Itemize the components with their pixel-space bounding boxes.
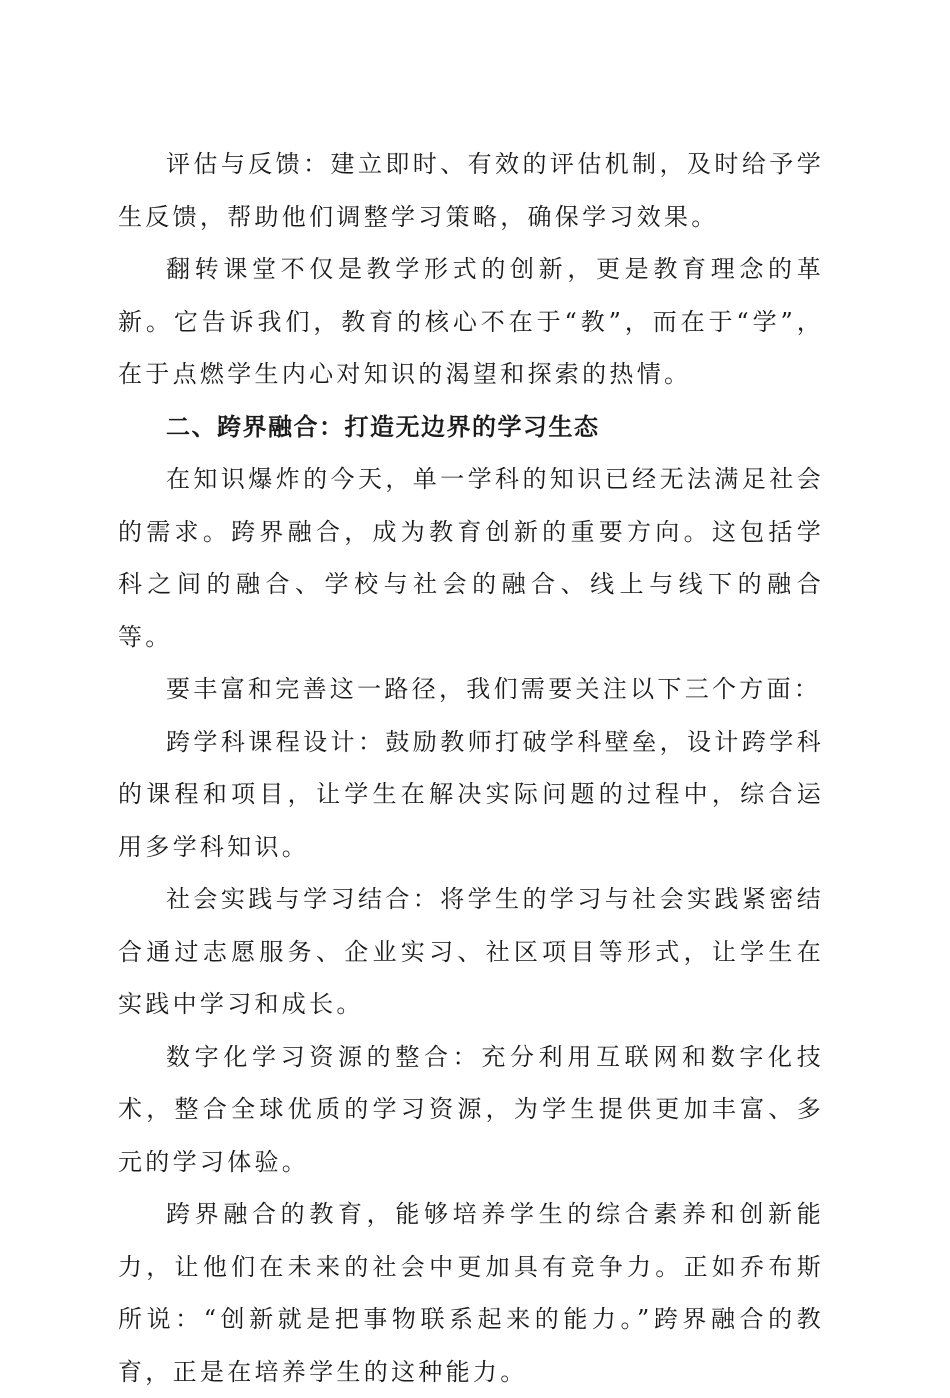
paragraph-flipped-classroom: 翻转课堂不仅是教学形式的创新，更是教育理念的革新。它告诉我们，教育的核心不在于“教”，而在于“学”，在于点燃学生内心对知识的渴望和探索的热情。	[118, 255, 824, 388]
paragraph-evaluation-feedback: 评估与反馈：建立即时、有效的评估机制，及时给予学生反馈，帮助他们调整学习策略，确保学习效果。	[118, 150, 824, 231]
paragraph-interdisciplinary-curriculum: 跨学科课程设计：鼓励教师打破学科壁垒，设计跨学科的课程和项目，让学生在解决实际问题的过程中，综合运用多学科知识。	[118, 727, 824, 861]
paragraph-social-practice: 社会实践与学习结合：将学生的学习与社会实践紧密结合通过志愿服务、企业实习、社区项目等形式，让学生在实践中学习和成长。	[118, 885, 824, 1018]
paragraph-conclusion: 跨界融合的教育，能够培养学生的综合素养和创新能力，让他们在未来的社会中更加具有竞争力。正如乔布斯所说：“创新就是把事物联系起来的能力。”跨界融合的教育，正是在培养学生的这种能力。	[118, 1200, 824, 1386]
paragraph-digital-resources: 数字化学习资源的整合：充分利用互联网和数字化技术，整合全球优质的学习资源，为学生提供更加丰富、多元的学习体验。	[118, 1042, 824, 1176]
section-heading-cross-boundary: 二、跨界融合：打造无边界的学习生态	[166, 412, 600, 441]
paragraph-knowledge-explosion: 在知识爆炸的今天，单一学科的知识已经无法满足社会的需求。跨界融合，成为教育创新的重要方向。这包括学科之间的融合、学校与社会的融合、线上与线下的融合等。	[118, 465, 824, 651]
document-body	[118, 138, 824, 1398]
paragraph-three-aspects: 要丰富和完善这一路径，我们需要关注以下三个方面：	[166, 675, 822, 703]
